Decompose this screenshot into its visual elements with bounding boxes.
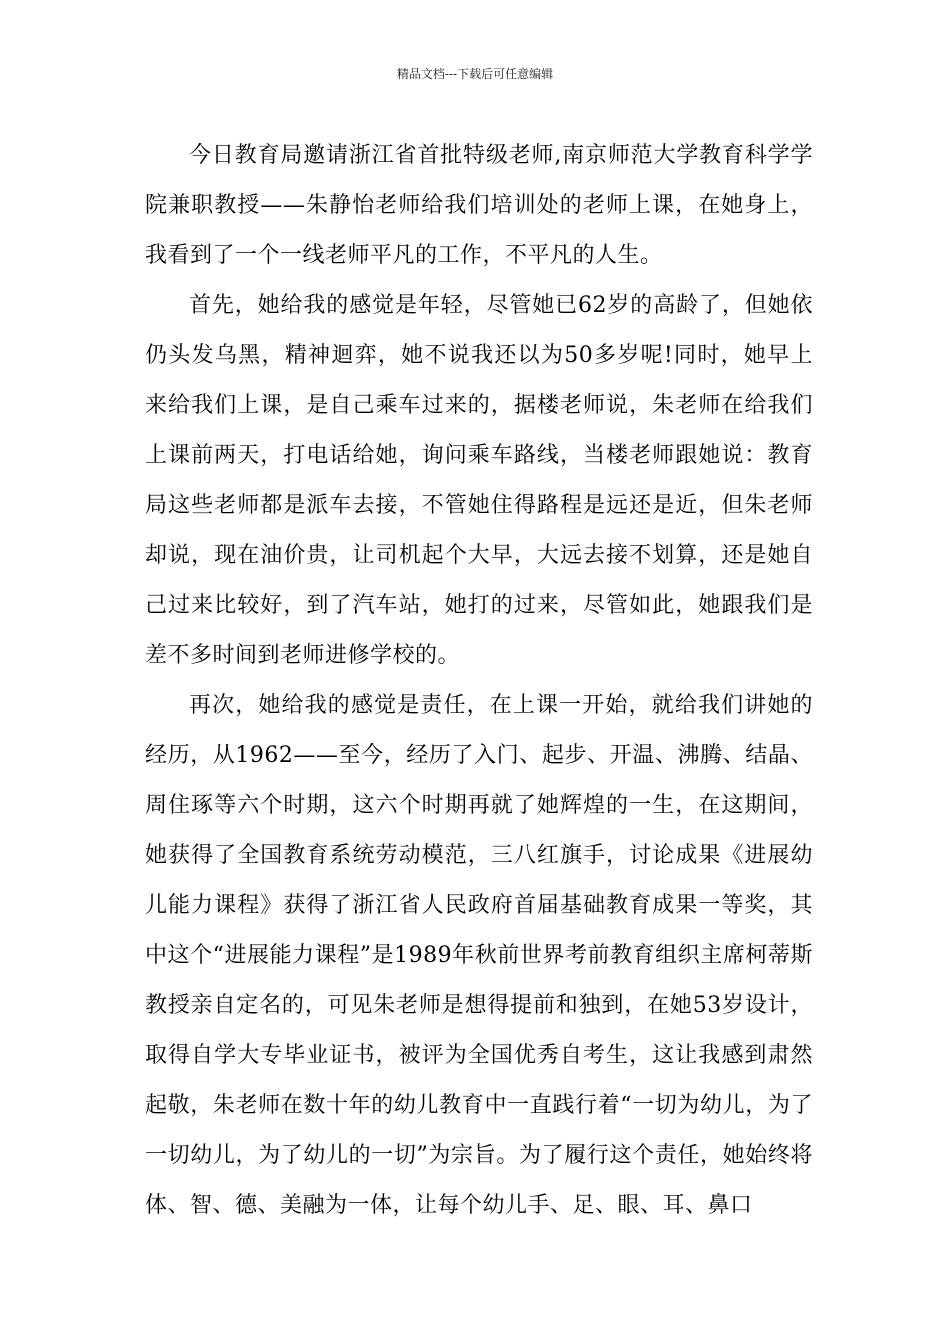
page-header: 精品文档---下载后可任意编辑 <box>396 67 554 81</box>
document-body <box>145 131 813 1231</box>
paragraph-first-impression: 首先，她给我的感觉是年轻，尽管她已62岁的高龄了，但她依仍头发乌黑，精神迴弈，她不说我还以为50多岁呢!同时，她早上来给我们上课，是自己乘车过来的，据楼老师说，朱老师在给我们上课前两天，打电话给她，询问乘车路线，当楼老师跟她说：教育局这些老师都是派车去接，不管她住得路程是远还是近，但朱老师却说，现在油价贵，让司机起个大早，大远去接不划算，还是她自己过来比较好，到了汽车站，她打的过来，尽管如此，她跟我们是差不多时间到老师进修学校的。 <box>145 293 813 668</box>
paragraph-intro: 今日教育局邀请浙江省首批特级老师,南京师范大学教育科学学院兼职教授——朱静怡老师给我们培训处的老师上课，在她身上，我看到了一个一线老师平凡的工作，不平凡的人生。 <box>145 143 813 268</box>
paragraph-responsibility: 再次，她给我的感觉是责任，在上课一开始，就给我们讲她的经历，从1962——至今，经历了入门、起步、开温、沸腾、结晶、周住琢等六个时期，这六个时期再就了她辉煌的一生，在这期间，她获得了全国教育系统劳动模范，三八红旗手，讨论成果《进展幼儿能力课程》获得了浙江省人民政府首届基础教育成果一等奖，其中这个“进展能力课程”是1989年秋前世界考前教育组织主席柯蒂斯教授亲自定名的，可见朱老师是想得提前和独到，在她53岁设计，取得自学大专毕业证书，被评为全国优秀自考生，这让我感到肃然起敬，朱老师在数十年的幼儿教育中一直践行着“一切为幼儿，为了一切幼儿，为了幼儿的一切”为宗旨。为了履行这个责任，她始终将体、智、德、美融为一体，让每个幼儿手、足、眼、耳、鼻口 <box>145 693 813 1218</box>
